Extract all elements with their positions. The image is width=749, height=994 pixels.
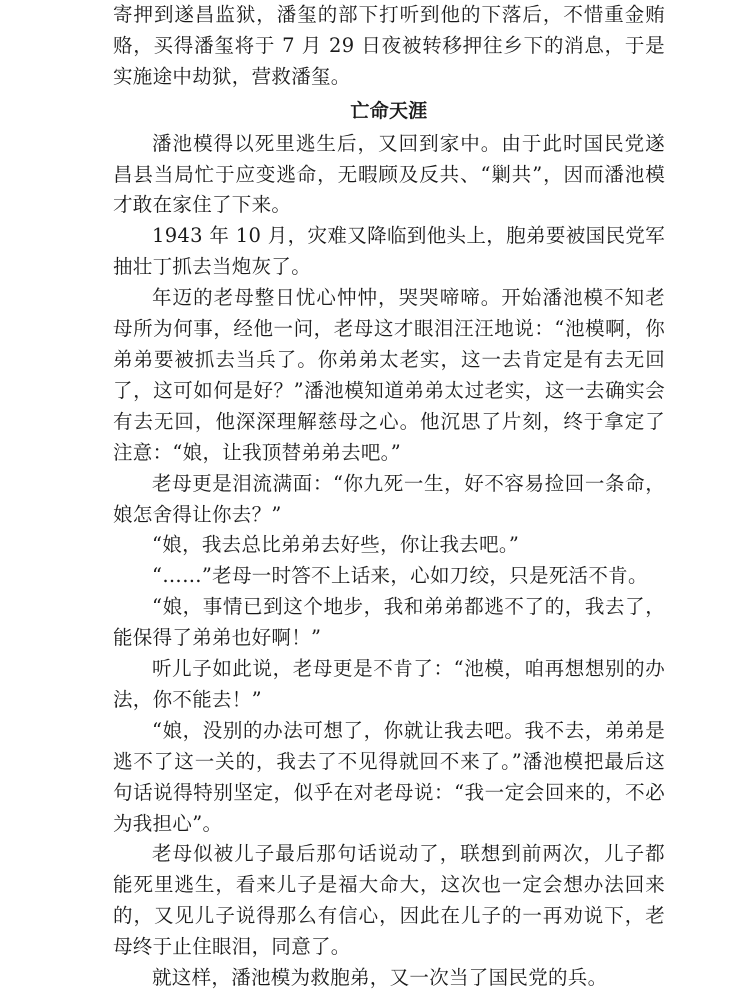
body-paragraph: 老母似被儿子最后那句话说动了，联想到前两次，儿子都能死里逃生，看来儿子是福大命大，这次也一定会想办法回来的，又见儿子说得那么有信心，因此在儿子的一再劝说下，老母终于止住眼泪，同意了。 xyxy=(113,842,665,959)
body-paragraph: “娘，事情已到这个地步，我和弟弟都逃不了的，我去了，能保得了弟弟也好啊！” xyxy=(113,595,665,650)
body-paragraph: 老母更是泪流满面：“你九死一生，好不容易捡回一条命，娘怎舍得让你去？” xyxy=(113,471,665,526)
body-paragraph: 听儿子如此说，老母更是不肯了：“池模，咱再想想别的办法，你不能去！” xyxy=(113,657,665,711)
body-paragraph: “……”老母一时答不上话来，心如刀绞，只是死活不肯。 xyxy=(152,564,648,588)
section-heading: 亡命天涯 xyxy=(350,99,428,122)
intro-paragraph: 寄押到遂昌监狱，潘玺的部下打听到他的下落后，不惜重金贿赂，买得潘玺将于 7 月 29 日夜被转移押往乡下的消息，于是实施途中劫狱，营救潘玺。 xyxy=(113,3,665,88)
document-page xyxy=(113,0,665,994)
body-paragraph: 就这样，潘池模为救胞弟，又一次当了国民党的兵。 xyxy=(152,966,608,990)
body-paragraph: “娘，没别的办法可想了，你就让我去吧。我不去，弟弟是逃不了这一关的，我去了不见得就回不来了。”潘池模把最后这句话说得特别坚定，似乎在对老母说：“我一定会回来的，不必为我担心”。 xyxy=(113,718,665,835)
body-paragraph: 1943 年 10 月，灾难又降临到他头上，胞弟要被国民党军抽壮丁抓去当炮灰了。 xyxy=(113,224,665,279)
body-paragraph: “娘，我去总比弟弟去好些，你让我去吧。” xyxy=(152,533,520,557)
body-paragraph: 潘池模得以死里逃生后，又回到家中。由于此时国民党遂昌县当局忙于应变逃命，无暇顾及反共、“剿共”，因而潘池模才敢在家住了下来。 xyxy=(113,131,665,217)
body-paragraph: 年迈的老母整日忧心忡忡，哭哭啼啼。开始潘池模不知老母所为何事，经他一问，老母这才眼泪汪汪地说：“池模啊，你弟弟要被抓去当兵了。你弟弟太老实，这一去肯定是有去无回了，这可如何是好？”潘池模知道弟弟太过老实，这一去确实会有去无回，他深深理解慈母之心。他沉思了片刻，终于拿定了注意：“娘，让我顶替弟弟去吧。” xyxy=(113,286,665,464)
